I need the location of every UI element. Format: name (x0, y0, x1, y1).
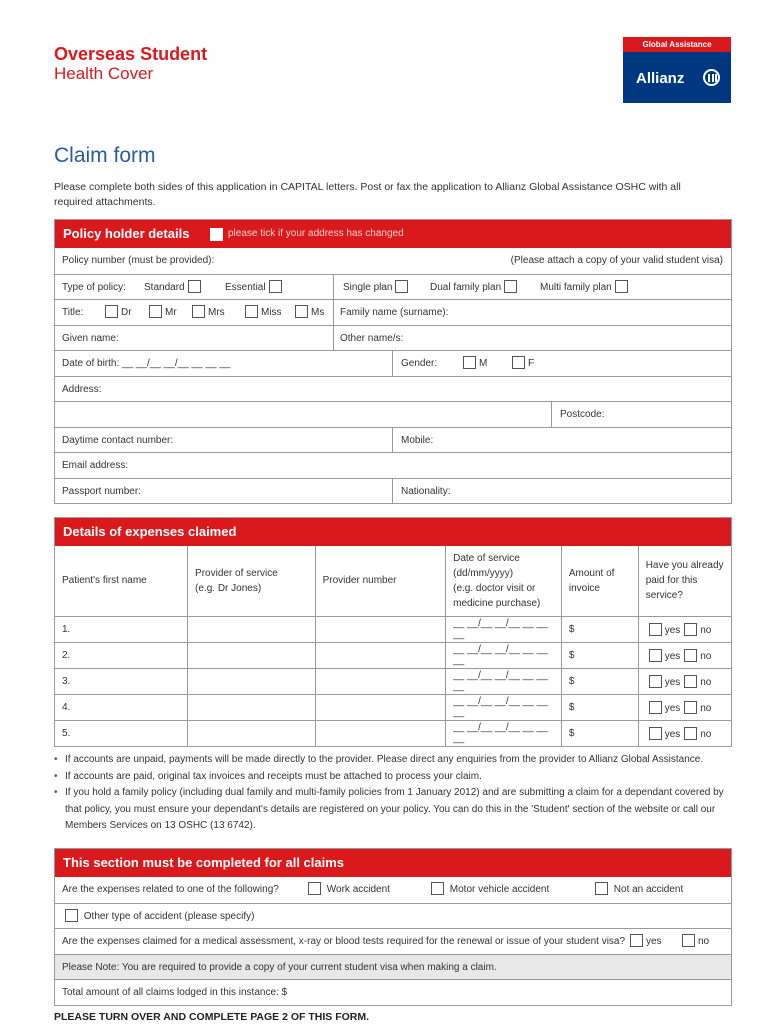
col-amount: Amount of invoice (561, 546, 638, 616)
mrs-label: Mrs (208, 307, 225, 318)
policy-number-label: Policy number (must be provided): (62, 255, 215, 266)
logo-name: Allianz (636, 70, 685, 87)
motor-accident-label: Motor vehicle accident (449, 884, 550, 895)
intro-text: Please complete both sides of this application in CAPITAL letters. Post or fax the application to Allianz Global Assistance OSHC with all required attachments. (54, 181, 681, 208)
policy-type-label: Type of policy: (62, 281, 126, 293)
email-field[interactable]: Email address: (62, 460, 129, 471)
paid-no-checkbox[interactable] (684, 649, 697, 662)
col-paid: Have you already paid for this service? (638, 546, 731, 616)
notes-list (54, 752, 734, 835)
paid-yes-label: yes (664, 728, 681, 740)
paid-yes-checkbox[interactable] (649, 649, 662, 662)
ms-label: Ms (311, 307, 325, 318)
other-accident-row (55, 903, 731, 929)
address-field[interactable]: Address: (62, 383, 102, 395)
total-row (55, 979, 731, 1005)
miss-label: Miss (261, 307, 282, 318)
paid-no-label: no (700, 624, 712, 636)
row-number[interactable]: 3. (55, 668, 188, 694)
amount-cell[interactable]: $ (561, 668, 638, 694)
gender-m-label: M (479, 358, 488, 369)
expenses-body (55, 616, 731, 746)
policy-holder-heading (55, 220, 731, 248)
col-provider-number: Provider number (315, 546, 446, 616)
policy-type-row (55, 274, 731, 300)
gender-f-checkbox[interactable] (512, 356, 525, 369)
other-names-field[interactable]: Other name/s: (340, 332, 404, 344)
provider-number-cell[interactable] (315, 616, 446, 642)
provider-number-cell[interactable] (315, 694, 446, 720)
table-row (55, 720, 731, 746)
family-name-field[interactable]: Family name (surname): (340, 307, 449, 318)
program-title (54, 44, 207, 84)
allianz-mark-icon (703, 69, 720, 86)
provider-cell[interactable] (188, 694, 316, 720)
dob-row (55, 350, 731, 376)
expenses-heading: Details of expenses claimed (55, 518, 731, 546)
date-cell[interactable]: __ __/__ __/__ __ __ __ (446, 720, 562, 746)
miss-checkbox[interactable] (245, 305, 258, 318)
paid-yes-checkbox[interactable] (649, 675, 662, 688)
work-accident-checkbox[interactable] (308, 882, 321, 895)
visa-note: (Please attach a copy of your valid student visa) (510, 255, 723, 266)
medical-no-label: no (698, 936, 710, 947)
gender-label: Gender: (401, 358, 438, 369)
expenses-header-row (55, 546, 731, 616)
daytime-number-field[interactable]: Daytime contact number: (62, 434, 174, 446)
title-label: Title: (62, 307, 84, 318)
allianz-logo (623, 37, 731, 103)
paid-cell (638, 616, 731, 642)
medical-question: Are the expenses claimed for a medical assessment, x-ray or blood tests required for the renewal or issue of your student visa? (62, 936, 626, 947)
given-name-field[interactable]: Given name: (62, 332, 119, 344)
note-family: • If you hold a family policy (including dual family and multi-family policies from 1 January 2012) and are submitting a claim for a dependant covered by that policy, you must ensure your dependant's details are registered on your policy. You can do this in the 'Student' section of the website or call our Members Services on 13 OSHC (13 6742). (54, 785, 734, 835)
address-row (55, 376, 731, 402)
medical-assessment-row (55, 928, 731, 954)
address-changed-label: please tick if your address has changed (228, 228, 404, 239)
mobile-field[interactable]: Mobile: (401, 434, 434, 446)
provider-cell[interactable] (188, 668, 316, 694)
single-plan-label: Single plan (343, 281, 393, 293)
medical-no-checkbox[interactable] (682, 934, 695, 947)
essential-label: Essential (225, 281, 266, 293)
standard-label: Standard (144, 281, 185, 293)
multi-plan-label: Multi family plan (540, 281, 612, 293)
related-question: Are the expenses related to one of the following? (62, 884, 279, 895)
dr-checkbox[interactable] (105, 305, 118, 318)
paid-no-checkbox[interactable] (684, 623, 697, 636)
table-row (55, 642, 731, 668)
gender-m-checkbox[interactable] (463, 356, 476, 369)
gender-f-label: F (528, 358, 535, 369)
dr-label: Dr (121, 307, 132, 318)
email-row (55, 452, 731, 478)
title-line-2: Health Cover (54, 64, 154, 83)
medical-yes-checkbox[interactable] (630, 934, 643, 947)
policy-holder-section (54, 219, 732, 504)
paid-no-label: no (700, 676, 712, 688)
row-number[interactable]: 5. (55, 720, 188, 746)
dob-field[interactable]: Date of birth: __ __/__ __/__ __ __ __ (62, 358, 231, 369)
paid-cell (638, 642, 731, 668)
passport-row (55, 478, 731, 504)
date-cell[interactable]: __ __/__ __/__ __ __ __ (446, 642, 562, 668)
other-accident-label: Other type of accident (please specify) (83, 910, 255, 922)
title-line-1: Overseas Student (54, 44, 208, 64)
table-row (55, 668, 731, 694)
provider-cell[interactable] (188, 720, 316, 746)
paid-no-label: no (700, 728, 712, 740)
accident-type-row (55, 877, 731, 903)
provider-cell[interactable] (188, 616, 316, 642)
multi-plan-checkbox[interactable] (615, 280, 628, 293)
row-number[interactable]: 4. (55, 694, 188, 720)
paid-yes-checkbox[interactable] (649, 727, 662, 740)
ms-checkbox[interactable] (295, 305, 308, 318)
work-accident-label: Work accident (326, 884, 390, 895)
provider-cell[interactable] (188, 642, 316, 668)
paid-yes-checkbox[interactable] (649, 701, 662, 714)
expenses-table (55, 546, 731, 746)
row-number[interactable]: 2. (55, 642, 188, 668)
provider-number-cell[interactable] (315, 720, 446, 746)
col-provider: Provider of service (e.g. Dr Jones) (188, 546, 316, 616)
please-note-row (55, 954, 731, 980)
amount-cell[interactable]: $ (561, 642, 638, 668)
dual-plan-label: Dual family plan (430, 281, 502, 293)
single-plan-checkbox[interactable] (395, 280, 408, 293)
col-date: Date of service (dd/mm/yyyy) (e.g. doctor visit or medicine purchase) (446, 546, 562, 616)
address-changed-checkbox[interactable] (210, 228, 223, 241)
mr-checkbox[interactable] (149, 305, 162, 318)
note-unpaid: • If accounts are unpaid, payments will be made directly to the provider. Please direct any enquiries from the provider to Allianz Global Assistance. (54, 752, 734, 769)
other-accident-checkbox[interactable] (65, 909, 78, 922)
paid-no-checkbox[interactable] (684, 701, 697, 714)
nationality-field[interactable]: Nationality: (401, 485, 451, 497)
row-number[interactable]: 1. (55, 616, 188, 642)
form-title: Claim form (54, 144, 156, 167)
claims-section (54, 848, 732, 1006)
paid-no-label: no (700, 650, 712, 662)
paid-no-checkbox[interactable] (684, 675, 697, 688)
note-paid: • If accounts are paid, original tax invoices and receipts must be attached to process your claim. (54, 769, 734, 786)
date-cell[interactable]: __ __/__ __/__ __ __ __ (446, 668, 562, 694)
mr-label: Mr (165, 307, 177, 318)
postcode-row (55, 401, 731, 427)
not-accident-checkbox[interactable] (595, 882, 608, 895)
standard-checkbox[interactable] (188, 280, 201, 293)
claims-heading: This section must be completed for all claims (55, 849, 731, 877)
title-row (55, 299, 731, 325)
date-cell[interactable]: __ __/__ __/__ __ __ __ (446, 616, 562, 642)
provider-number-cell[interactable] (315, 668, 446, 694)
amount-cell[interactable]: $ (561, 694, 638, 720)
table-row (55, 616, 731, 642)
table-row (55, 694, 731, 720)
paid-cell (638, 694, 731, 720)
provider-number-cell[interactable] (315, 642, 446, 668)
mrs-checkbox[interactable] (192, 305, 205, 318)
paid-cell (638, 720, 731, 746)
logo-band: Global Assistance (623, 37, 731, 52)
paid-yes-label: yes (664, 676, 681, 688)
col-patient: Patient's first name (62, 575, 147, 587)
paid-yes-label: yes (664, 650, 681, 662)
dual-plan-checkbox[interactable] (504, 280, 517, 293)
paid-yes-label: yes (664, 702, 681, 714)
postcode-field[interactable]: Postcode: (560, 409, 605, 420)
footer-instruction: PLEASE TURN OVER AND COMPLETE PAGE 2 OF THIS FORM. (54, 1011, 370, 1023)
amount-cell[interactable]: $ (561, 720, 638, 746)
amount-cell[interactable]: $ (561, 616, 638, 642)
contact-row (55, 427, 731, 453)
motor-accident-checkbox[interactable] (431, 882, 444, 895)
policy-number-row (55, 248, 731, 274)
medical-yes-label: yes (646, 936, 662, 947)
total-amount-field[interactable]: Total amount of all claims lodged in this instance: $ (62, 987, 288, 998)
given-name-row (55, 325, 731, 351)
paid-no-label: no (700, 702, 712, 714)
paid-yes-checkbox[interactable] (649, 623, 662, 636)
passport-field[interactable]: Passport number: (62, 485, 141, 497)
paid-no-checkbox[interactable] (684, 727, 697, 740)
policy-holder-title: Policy holder details (63, 226, 190, 241)
date-cell[interactable]: __ __/__ __/__ __ __ __ (446, 694, 562, 720)
please-note: Please Note: You are required to provide a copy of your current student visa when making a claim. (62, 961, 497, 973)
not-accident-label: Not an accident (613, 884, 684, 895)
essential-checkbox[interactable] (269, 280, 282, 293)
paid-yes-label: yes (664, 624, 681, 636)
expenses-section (54, 517, 732, 747)
paid-cell (638, 668, 731, 694)
